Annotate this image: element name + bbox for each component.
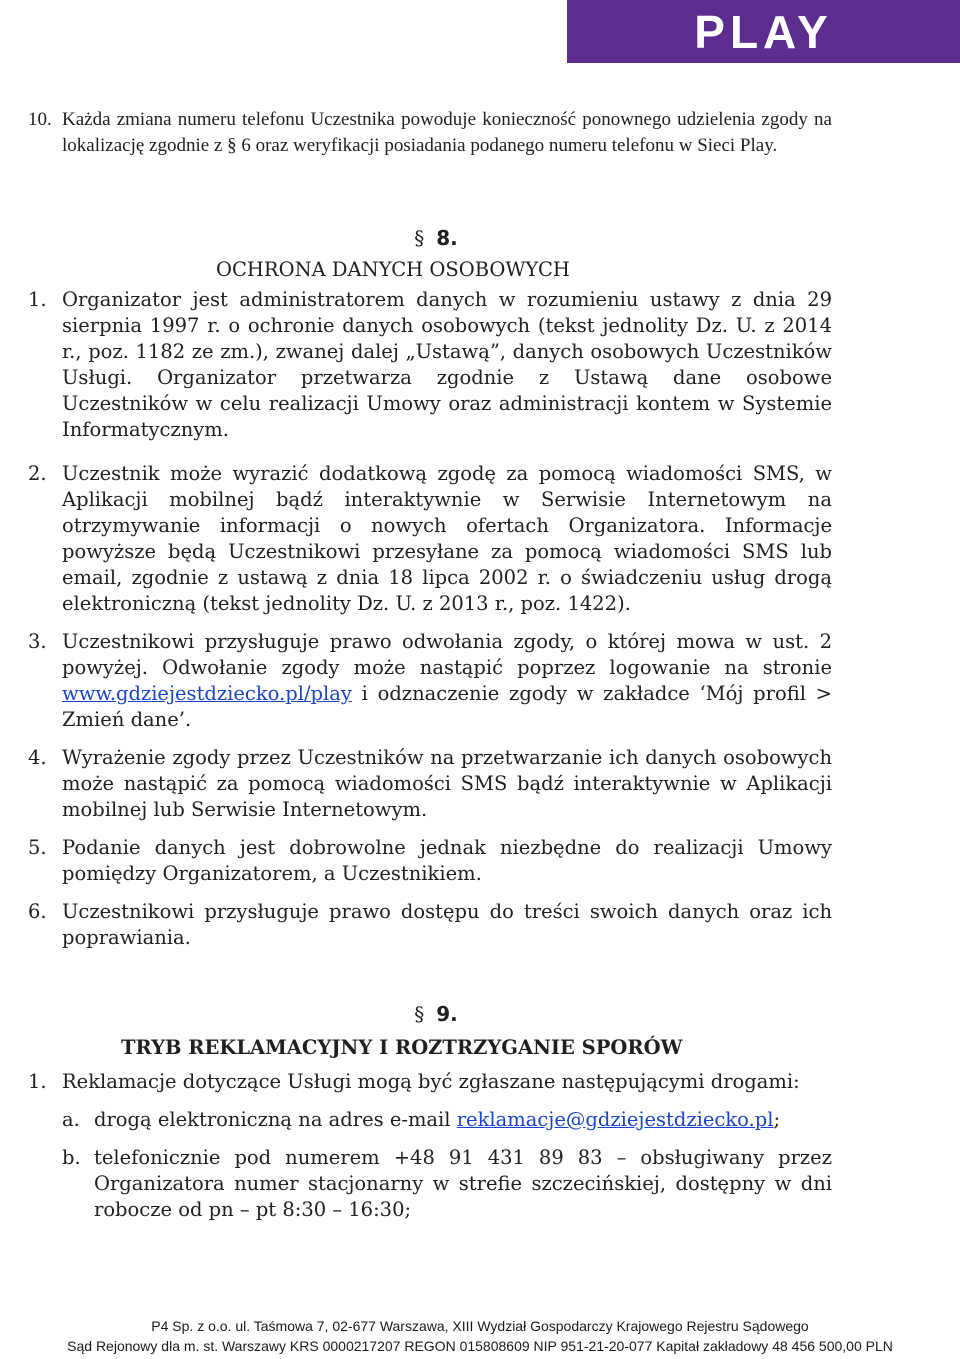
item-text: Wyrażenie zgody przez Uczestników na przetwarzanie ich danych osobowych może nastąpić za pomocą wiadomości SMS bądź interaktywnie w Aplikacji mobilnej lub Serwisie Internetowym. xyxy=(62,746,832,821)
sub-item-text: telefonicznie pod numerem +48 91 431 89 83 – obsługiwany przez Organizatora numer stacjonarny w strefie szczecińskiej, dostępny w dni robocze od pn – pt 8:30 – 16:30; xyxy=(94,1146,832,1221)
item-number: 6. xyxy=(28,900,47,923)
section-8-heading xyxy=(28,225,832,257)
item-10 xyxy=(28,107,832,185)
item-number: 1. xyxy=(28,1070,47,1093)
item-number: 1. xyxy=(28,288,47,311)
item-text: Każda zmiana numeru telefonu Uczestnika powoduje konieczność ponownego udzielenia zgody na lokalizację zgodnie z § 6 oraz weryfikacji posiadania podanego numeru telefonu w Sieci Play. xyxy=(62,109,832,156)
section-number: 9. xyxy=(436,1002,458,1026)
item-text: Reklamacje dotyczące Usługi mogą być zgłaszane następującymi drogami: xyxy=(62,1070,800,1093)
section-9-heading xyxy=(28,1001,832,1035)
footer-line-2: Sąd Rejonowy dla m. st. Warszawy KRS 0000217207 REGON 015808609 NIP 951-21-20-077 Kapitał zakładowy 48 456 500,00 PLN xyxy=(67,1338,893,1354)
item-text: Uczestnikowi przysługuje prawo dostępu do treści swoich danych oraz ich poprawiania. xyxy=(62,900,832,949)
item-number: 2. xyxy=(28,462,47,485)
list-item xyxy=(28,629,832,733)
item-text: Uczestnik może wyrazić dodatkową zgodę za pomocą wiadomości SMS, w Aplikacji mobilnej bądź interaktywnie w Serwisie Internetowym na otrzymywanie informacji o nowych ofertach Organizatora. Informacje powyższe będą Uczestnikowi przesyłane za pomocą wiadomości SMS lub email, zgodnie z ustawą z dnia 18 lipca 2002 r. o świadczeniu usług drogą elektroniczną (tekst jednolity Dz. U. z 2013 r., poz. 1422). xyxy=(62,462,832,615)
sub-item-text xyxy=(94,1107,832,1133)
section-8-title: OCHRONA DANYCH OSOBOWYCH xyxy=(216,258,570,281)
item-number: 3. xyxy=(28,630,47,653)
section-number: 8. xyxy=(436,226,458,250)
sub-item-text-part: ; xyxy=(773,1108,781,1131)
play-logo xyxy=(567,0,960,63)
list-item xyxy=(28,899,832,951)
sub-item-letter: b. xyxy=(62,1146,81,1169)
item-number: 5. xyxy=(28,836,47,859)
list-item xyxy=(28,835,832,887)
item-text-part: i odznaczenie zgody w zakładce ‘Mój profil > Zmień dane’. xyxy=(62,682,832,731)
item-number: 4. xyxy=(28,746,47,769)
sub-item-letter: a. xyxy=(62,1108,80,1131)
item-text-part: Uczestnikowi przysługuje prawo odwołania zgody, o której mowa w ust. 2 powyżej. Odwołanie zgody może nastąpić poprzez logowanie na stronie xyxy=(62,630,832,679)
list-item xyxy=(28,1069,832,1095)
list-item xyxy=(28,461,832,617)
document-body xyxy=(28,107,832,1223)
profile-link[interactable]: www.gdziejestdziecko.pl/play xyxy=(62,682,352,705)
sub-item-text-part: drogą elektroniczną na adres e-mail xyxy=(94,1108,457,1131)
item-text: Organizator jest administratorem danych w rozumieniu ustawy z dnia 29 sierpnia 1997 r. o ochronie danych osobowych (tekst jednolity Dz. U. z 2014 r., poz. 1182 ze zm.), zwanej dalej „Ustawą”, danych osobowych Uczestników Usługi. Organizator przetwarza zgodnie z Ustawą dane osobowe Uczestników w celu realizacji Umowy oraz administracji kontem w Systemie Informatycznym. xyxy=(62,288,832,441)
item-text: Podanie danych jest dobrowolne jednak niezbędne do realizacji Umowy pomiędzy Organizatorem, a Uczestnikiem. xyxy=(62,836,832,885)
email-link[interactable]: reklamacje@gdziejestdziecko.pl xyxy=(456,1108,774,1131)
paragraph-symbol: § xyxy=(414,226,425,250)
section-9-title: TRYB REKLAMACYJNY I ROZTRZYGANIE SPORÓW xyxy=(121,1036,683,1059)
paragraph-symbol: § xyxy=(414,1002,425,1026)
sub-item-a xyxy=(28,1107,832,1133)
footer-line-1: P4 Sp. z o.o. ul. Taśmowa 7, 02-677 Warszawa, XIII Wydział Gospodarczy Krajowego Rejestru Sądowego xyxy=(151,1318,809,1334)
item-text xyxy=(62,629,832,733)
item-number: 10. xyxy=(28,109,52,130)
list-item xyxy=(28,287,832,443)
sub-item-b xyxy=(28,1145,832,1223)
list-item xyxy=(28,745,832,823)
logo-text: PLAY xyxy=(694,5,833,58)
